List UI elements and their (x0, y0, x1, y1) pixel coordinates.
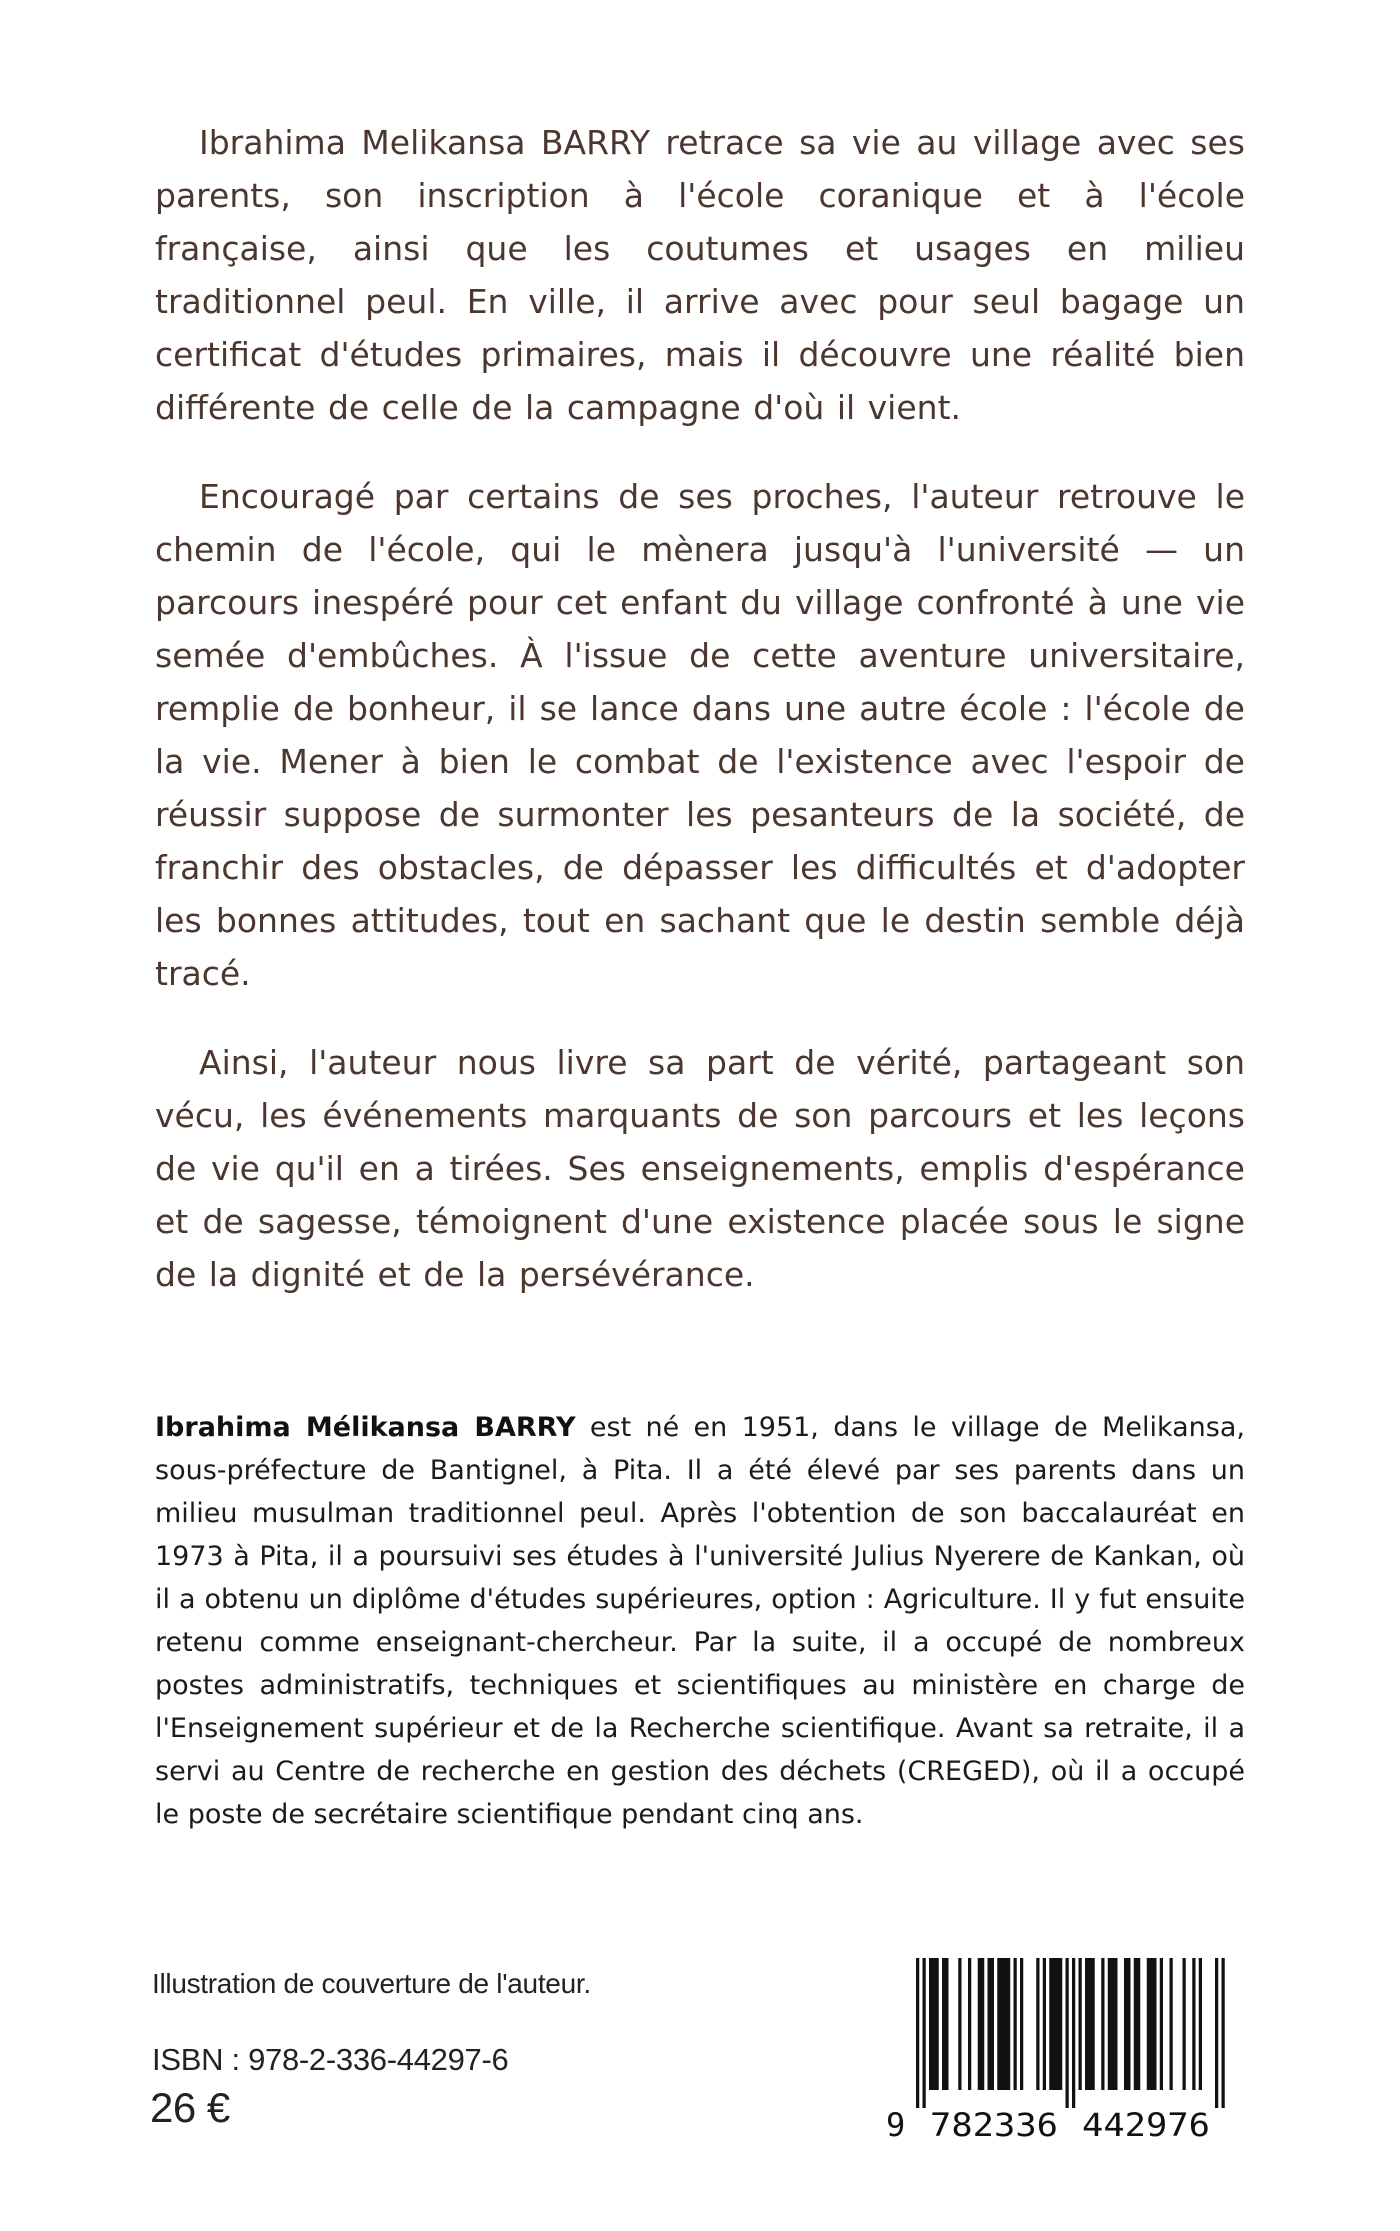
synopsis-paragraph-2: Encouragé par certains de ses proches, l'auteur retrouve le chemin de l'école, qui le mènera jusqu'à l'université — un parcours inespéré pour cet enfant du village confronté à une vie semée d'embûches. À l'issue de cette aventure universitaire, remplie de bonheur, il se lance dans une autre école : l'école de la vie. Mener à bien le combat de l'existence avec l'espoir de réussir suppose de surmonter les pesanteurs de la société, de franchir des obstacles, de dépasser les difficultés et d'adopter les bonnes attitudes, tout en sachant que le destin semble déjà tracé. (155, 477, 1245, 993)
author-bio-section (155, 1406, 1245, 1836)
svg-text:9: 9 (886, 2106, 906, 2143)
barcode-bars (916, 1958, 1225, 2108)
synopsis-paragraph-3: Ainsi, l'auteur nous livre sa part de vérité, partageant son vécu, les événements marquants de son parcours et les leçons de vie qu'il en a tirées. Ses enseignements, emplis d'espérance et de sagesse, témoignent d'une existence placée sous le signe de la dignité et de la persévérance. (155, 1043, 1245, 1294)
synopsis-paragraph-1: Ibrahima Melikansa BARRY retrace sa vie au village avec ses parents, son inscription à l'école coranique et à l'école française, ainsi que les coutumes et usages en milieu traditionnel peul. En ville, il arrive avec pour seul bagage un certificat d'études primaires, mais il découvre une réalité bien différente de celle de la campagne d'où il vient. (155, 123, 1245, 427)
author-name: Ibrahima Mélikansa BARRY (155, 1412, 576, 1443)
svg-text:782336: 782336 (930, 2106, 1058, 2143)
ean13-barcode-svg (880, 1958, 1240, 2143)
price-text: 26 € (150, 2084, 230, 2131)
isbn-text: ISBN : 978-2-336-44297-6 (152, 2042, 509, 2077)
ean13-barcode (880, 1958, 1240, 2143)
svg-text:442976: 442976 (1082, 2106, 1210, 2143)
cover-illustration-credit: Illustration de couverture de l'auteur. (152, 1968, 591, 1999)
author-bio-paragraph (155, 1406, 1245, 1836)
author-bio-text: est né en 1951, dans le village de Melikansa, sous-préfecture de Bantignel, à Pita. Il a été élevé par ses parents dans un milieu musulman traditionnel peul. Après l'obtention de son baccalauréat en 1973 à Pita, il a poursuivi ses études à l'université Julius Nyerere de Kankan, où il a obtenu un diplôme d'études supérieures, option : Agriculture. Il y fut ensuite retenu comme enseignant-chercheur. Par la suite, il a occupé de nombreux postes administratifs, techniques et scientifiques au ministère en charge de l'Enseignement supérieur et de la Recherche scientifique. Avant sa retraite, il a servi au Centre de recherche en gestion des déchets (CREGED), où il a occupé le poste de secrétaire scientifique pendant cinq ans. (155, 1412, 1245, 1830)
barcode-digit-group (886, 2106, 1210, 2143)
synopsis-section (155, 116, 1245, 1337)
